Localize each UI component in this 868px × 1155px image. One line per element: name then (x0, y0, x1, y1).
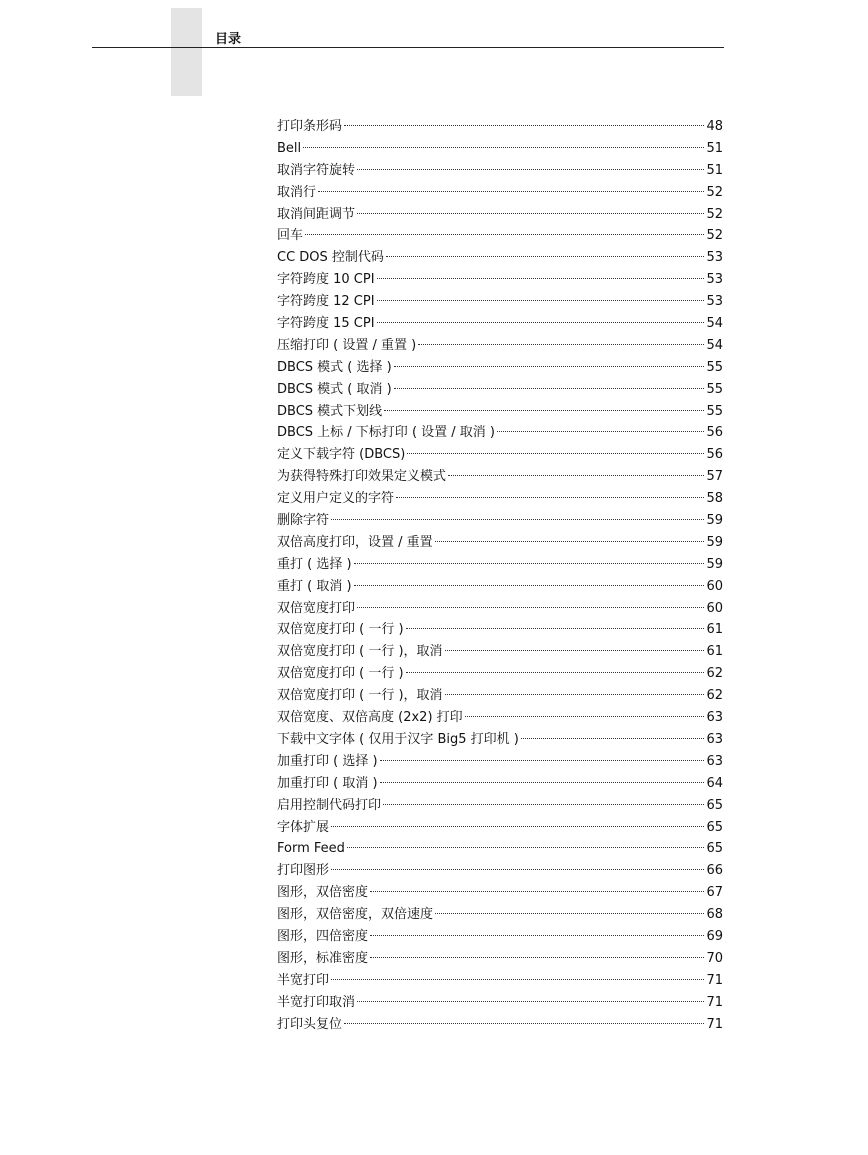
toc-entry-title: 字符跨度 12 CPI (277, 294, 375, 310)
toc-entry-page-number: 61 (706, 644, 723, 660)
toc-leader-dots (407, 453, 704, 454)
toc-entry-page-number: 62 (706, 688, 723, 704)
toc-entry[interactable] (277, 466, 723, 488)
toc-entry-title: DBCS 上标 / 下标打印 ( 设置 / 取消 ) (277, 425, 495, 441)
toc-entry-page-number: 66 (706, 863, 723, 879)
toc-entry-title: 双倍宽度打印 ( 一行 )，取消 (277, 688, 443, 704)
toc-entry[interactable] (277, 116, 723, 138)
toc-entry[interactable] (277, 554, 723, 576)
toc-entry-page-number: 68 (706, 907, 723, 923)
toc-entry-title: 回车 (277, 228, 304, 244)
toc-entry[interactable] (277, 641, 723, 663)
toc-leader-dots (370, 891, 704, 892)
table-of-contents (277, 116, 723, 1035)
toc-entry[interactable] (277, 313, 723, 335)
toc-entry[interactable] (277, 576, 723, 598)
toc-entry-title: 双倍宽度打印 ( 一行 ) (277, 666, 404, 682)
toc-leader-dots (396, 497, 704, 498)
toc-leader-dots (380, 782, 705, 783)
toc-leader-dots (331, 826, 704, 827)
toc-entry-page-number: 58 (706, 491, 723, 507)
toc-entry-page-number: 62 (706, 666, 723, 682)
toc-entry-title: 字符跨度 15 CPI (277, 316, 375, 332)
toc-leader-dots (377, 278, 705, 279)
toc-entry-page-number: 60 (706, 578, 723, 594)
toc-leader-dots (357, 169, 704, 170)
toc-entry-page-number: 63 (706, 731, 723, 747)
toc-entry-title: 字体扩展 (277, 819, 330, 835)
toc-leader-dots (380, 760, 705, 761)
toc-leader-dots (331, 869, 704, 870)
toc-entry[interactable] (277, 729, 723, 751)
toc-entry-title: 图形，双倍密度，双倍速度 (277, 907, 434, 923)
toc-leader-dots (377, 322, 705, 323)
toc-entry[interactable] (277, 532, 723, 554)
toc-entry[interactable] (277, 379, 723, 401)
toc-leader-dots (377, 300, 705, 301)
toc-entry[interactable] (277, 970, 723, 992)
toc-entry-title: DBCS 模式 ( 选择 ) (277, 359, 392, 375)
toc-entry-page-number: 51 (706, 140, 723, 156)
toc-entry-page-number: 63 (706, 753, 723, 769)
toc-entry-title: 双倍宽度打印 ( 一行 ) (277, 622, 404, 638)
toc-entry-title: 图形，双倍密度 (277, 885, 369, 901)
toc-leader-dots (448, 475, 704, 476)
toc-entry-title: 压缩打印 ( 设置 / 重置 ) (277, 337, 417, 353)
toc-entry-page-number: 65 (706, 819, 723, 835)
toc-entry-title: 图形，四倍密度 (277, 928, 369, 944)
toc-entry-page-number: 52 (706, 228, 723, 244)
toc-entry-page-number: 56 (706, 425, 723, 441)
toc-leader-dots (435, 913, 704, 914)
toc-leader-dots (303, 147, 704, 148)
toc-entry-title: 半宽打印 (277, 972, 330, 988)
toc-entry-page-number: 71 (706, 972, 723, 988)
toc-leader-dots (370, 935, 704, 936)
toc-entry-title: 双倍高度打印，设置 / 重置 (277, 534, 433, 550)
toc-leader-dots (406, 628, 705, 629)
toc-entry-title: 双倍宽度打印 ( 一行 )，取消 (277, 644, 443, 660)
toc-leader-dots (331, 979, 704, 980)
toc-entry[interactable] (277, 904, 723, 926)
toc-leader-dots (357, 607, 704, 608)
toc-entry[interactable] (277, 357, 723, 379)
toc-leader-dots (331, 519, 704, 520)
toc-leader-dots (370, 957, 704, 958)
toc-entry[interactable] (277, 685, 723, 707)
toc-entry-page-number: 59 (706, 513, 723, 529)
toc-entry[interactable] (277, 751, 723, 773)
toc-entry-title: 打印条形码 (277, 119, 343, 134)
toc-entry[interactable] (277, 838, 723, 860)
toc-entry-title: 取消字符旋转 (277, 162, 356, 178)
toc-leader-dots (344, 1023, 704, 1024)
toc-entry-title: CC DOS 控制代码 (277, 250, 384, 266)
toc-entry[interactable] (277, 619, 723, 641)
toc-entry-page-number: 70 (706, 950, 723, 966)
toc-leader-dots (406, 672, 705, 673)
toc-entry[interactable] (277, 488, 723, 510)
toc-entry[interactable] (277, 510, 723, 532)
toc-entry-title: 定义用户定义的字符 (277, 491, 395, 507)
toc-entry[interactable] (277, 401, 723, 423)
toc-entry-page-number: 67 (706, 885, 723, 901)
toc-entry[interactable] (277, 444, 723, 466)
toc-entry-page-number: 65 (706, 797, 723, 813)
toc-entry-title: 加重打印 ( 取消 ) (277, 775, 378, 791)
toc-entry[interactable] (277, 817, 723, 839)
toc-entry-title: 定义下载字符 (DBCS) (277, 447, 406, 463)
toc-entry[interactable] (277, 707, 723, 729)
toc-leader-dots (383, 804, 704, 805)
toc-entry-page-number: 54 (706, 316, 723, 332)
toc-entry-page-number: 52 (706, 184, 723, 200)
toc-entry[interactable] (277, 335, 723, 357)
toc-entry-page-number: 59 (706, 534, 723, 550)
toc-leader-dots (435, 541, 705, 542)
toc-entry[interactable] (277, 882, 723, 904)
toc-entry-title: 取消间距调节 (277, 206, 356, 222)
toc-entry-page-number: 52 (706, 206, 723, 222)
toc-entry[interactable] (277, 138, 723, 160)
toc-leader-dots (386, 256, 705, 257)
toc-entry-title: 打印头复位 (277, 1016, 343, 1032)
toc-entry-page-number: 55 (706, 403, 723, 419)
page-title: 目录 (215, 32, 242, 47)
toc-leader-dots (497, 431, 704, 432)
toc-entry-title: 打印图形 (277, 863, 330, 879)
toc-entry[interactable] (277, 160, 723, 182)
toc-entry-page-number: 65 (706, 841, 723, 857)
toc-entry-title: DBCS 模式下划线 (277, 403, 383, 419)
toc-entry-page-number: 55 (706, 381, 723, 397)
toc-entry-title: 双倍宽度打印 (277, 600, 356, 616)
toc-entry-page-number: 71 (706, 994, 723, 1010)
toc-entry-page-number: 56 (706, 447, 723, 463)
toc-leader-dots (305, 234, 704, 235)
toc-entry-title: DBCS 模式 ( 取消 ) (277, 381, 392, 397)
toc-entry-title: 图形，标准密度 (277, 950, 369, 966)
toc-leader-dots (354, 563, 705, 564)
toc-entry-page-number: 69 (706, 928, 723, 944)
toc-leader-dots (445, 650, 705, 651)
toc-entry-title: 下载中文字体 ( 仅用于汉字 Big5 打印机 ) (277, 731, 519, 747)
toc-leader-dots (394, 388, 705, 389)
toc-entry-page-number: 53 (706, 250, 723, 266)
toc-entry[interactable] (277, 795, 723, 817)
toc-entry-page-number: 51 (706, 162, 723, 178)
toc-entry[interactable] (277, 182, 723, 204)
toc-entry-page-number: 57 (706, 469, 723, 485)
toc-entry-page-number: 53 (706, 272, 723, 288)
toc-entry-page-number: 55 (706, 359, 723, 375)
toc-entry[interactable] (277, 773, 723, 795)
toc-entry[interactable] (277, 247, 723, 269)
toc-entry-title: Bell (277, 140, 302, 156)
toc-leader-dots (318, 191, 704, 192)
toc-entry[interactable] (277, 225, 723, 247)
toc-leader-dots (344, 125, 704, 126)
toc-entry-title: 双倍宽度、双倍高度 (2x2) 打印 (277, 710, 463, 726)
toc-leader-dots (354, 585, 705, 586)
toc-entry[interactable] (277, 204, 723, 226)
toc-entry[interactable] (277, 1014, 723, 1036)
toc-entry-page-number: 63 (706, 710, 723, 726)
toc-leader-dots (384, 410, 704, 411)
toc-entry-title: 取消行 (277, 184, 317, 200)
toc-entry-title: 重打 ( 取消 ) (277, 578, 352, 594)
toc-entry[interactable] (277, 663, 723, 685)
toc-leader-dots (521, 738, 705, 739)
toc-leader-dots (347, 847, 705, 848)
toc-entry[interactable] (277, 269, 723, 291)
toc-leader-dots (465, 716, 705, 717)
toc-entry-page-number: 54 (706, 337, 723, 353)
toc-leader-dots (357, 213, 704, 214)
toc-entry-title: 加重打印 ( 选择 ) (277, 753, 378, 769)
toc-entry-page-number: 60 (706, 600, 723, 616)
toc-entry-title: 为获得特殊打印效果定义模式 (277, 469, 447, 485)
toc-entry[interactable] (277, 992, 723, 1014)
toc-entry[interactable] (277, 926, 723, 948)
toc-entry[interactable] (277, 598, 723, 620)
toc-leader-dots (445, 694, 705, 695)
toc-entry-page-number: 53 (706, 294, 723, 310)
header-rule (92, 47, 724, 48)
toc-entry-title: 删除字符 (277, 513, 330, 529)
toc-entry-page-number: 71 (706, 1016, 723, 1032)
toc-entry-page-number: 48 (706, 119, 723, 134)
toc-entry-title: 重打 ( 选择 ) (277, 556, 352, 572)
toc-entry[interactable] (277, 291, 723, 313)
toc-entry-title: 字符跨度 10 CPI (277, 272, 375, 288)
toc-leader-dots (418, 344, 704, 345)
toc-leader-dots (357, 1001, 704, 1002)
header-tab-block (171, 8, 202, 96)
toc-entry-title: Form Feed (277, 841, 345, 857)
toc-entry-page-number: 64 (706, 775, 723, 791)
toc-entry[interactable] (277, 422, 723, 444)
toc-entry-page-number: 61 (706, 622, 723, 638)
toc-entry-page-number: 59 (706, 556, 723, 572)
toc-entry-title: 启用控制代码打印 (277, 797, 382, 813)
toc-entry-title: 半宽打印取消 (277, 994, 356, 1010)
toc-entry[interactable] (277, 948, 723, 970)
toc-entry[interactable] (277, 860, 723, 882)
toc-leader-dots (394, 366, 705, 367)
